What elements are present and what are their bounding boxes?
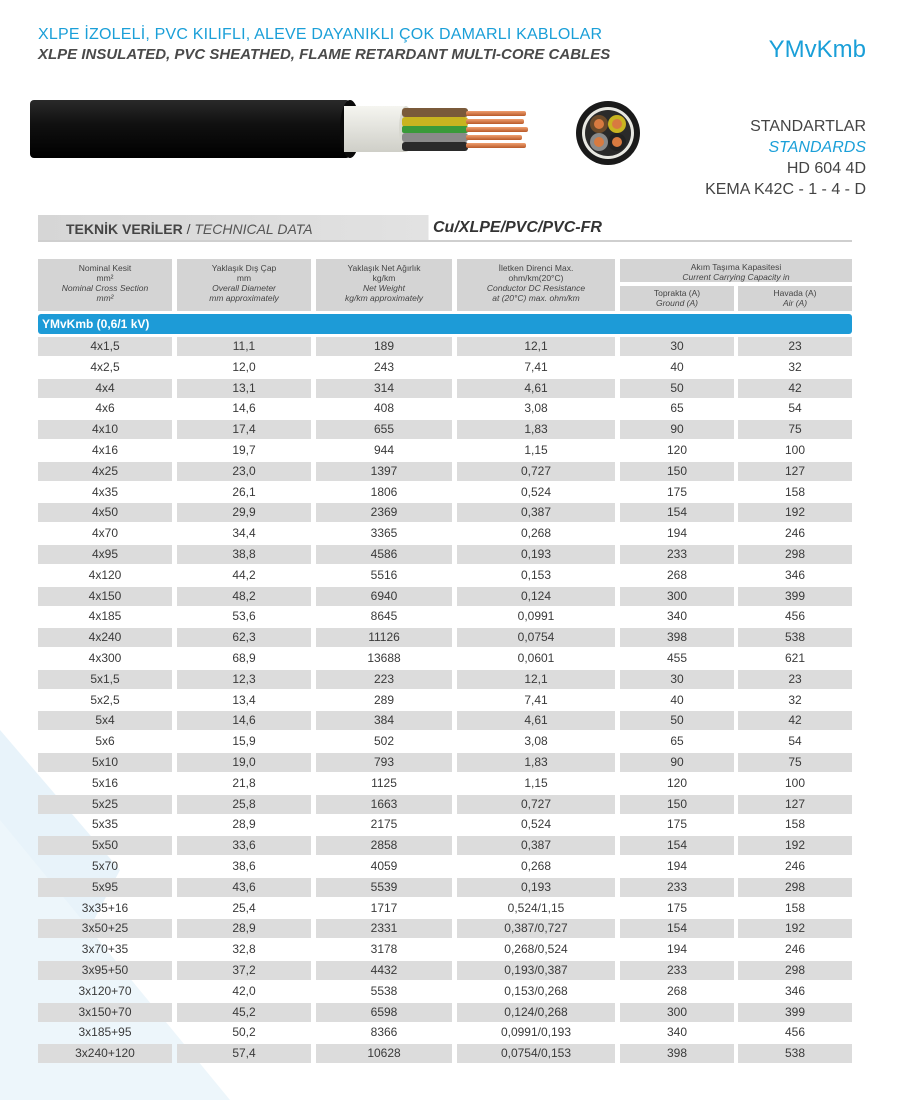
table-row <box>38 524 852 545</box>
cell-diameter: 21,8 <box>232 775 256 790</box>
table-row <box>38 774 852 795</box>
cell-resistance: 1,15 <box>524 442 548 457</box>
cell-weight: 2331 <box>316 919 452 938</box>
cell-resistance: 0,0754/0,153 <box>457 1044 615 1063</box>
cell-resistance: 0,0601 <box>517 650 555 665</box>
cell-resistance: 0,524/1,15 <box>507 900 565 915</box>
technical-data-bar <box>38 215 852 242</box>
cell-ground: 150 <box>620 462 734 481</box>
cell-cross-section: 5x6 <box>95 734 115 749</box>
cell-ground: 175 <box>666 484 688 499</box>
cell-ground: 154 <box>620 503 734 522</box>
cell-cross-section: 4x240 <box>38 628 172 647</box>
table-row <box>38 691 852 712</box>
table-row <box>38 483 852 504</box>
cell-air: 158 <box>784 900 806 915</box>
cell-weight: 6940 <box>316 587 452 606</box>
cell-diameter: 38,6 <box>232 858 256 873</box>
cell-cross-section: 5x35 <box>91 817 119 832</box>
section-title <box>66 221 313 237</box>
cell-diameter: 29,9 <box>177 503 311 522</box>
table-row <box>38 815 852 836</box>
cell-diameter: 15,9 <box>232 734 256 749</box>
cell-diameter: 25,8 <box>177 795 311 814</box>
cell-resistance: 0,0754 <box>457 628 615 647</box>
cell-air: 42 <box>738 379 852 398</box>
cell-air: 298 <box>738 961 852 980</box>
cell-weight: 11126 <box>316 628 452 647</box>
cell-weight: 4586 <box>316 545 452 564</box>
table-row <box>38 1003 852 1024</box>
table-row <box>38 1044 852 1065</box>
cell-diameter: 33,6 <box>177 836 311 855</box>
cell-resistance: 1,15 <box>524 775 548 790</box>
cell-diameter: 25,4 <box>232 900 256 915</box>
header-unit-en: mm² <box>96 293 114 303</box>
cell-resistance: 0,193 <box>457 878 615 897</box>
table-row <box>38 732 852 753</box>
cell-diameter: 48,2 <box>177 587 311 606</box>
header-weight <box>316 259 452 311</box>
cell-ground: 120 <box>666 442 688 457</box>
cell-ground: 90 <box>620 753 734 772</box>
cell-ground: 154 <box>620 836 734 855</box>
cell-resistance: 0,0991/0,193 <box>500 1025 572 1040</box>
cell-cross-section: 3x240+120 <box>38 1044 172 1063</box>
cell-diameter: 26,1 <box>232 484 256 499</box>
cell-cross-section: 4x185 <box>88 609 122 624</box>
cell-ground: 175 <box>666 900 688 915</box>
cell-air: 456 <box>784 609 806 624</box>
header-text: Nominal Kesit <box>78 263 132 273</box>
cell-diameter: 32,8 <box>232 942 256 957</box>
header-text-en: Air (A) <box>782 298 808 308</box>
cell-cross-section: 5x16 <box>91 775 119 790</box>
cell-air: 54 <box>788 401 802 416</box>
cell-resistance: 0,124 <box>457 587 615 606</box>
table-row <box>38 982 852 1003</box>
header-air <box>738 286 852 311</box>
cell-resistance: 0,524 <box>520 484 552 499</box>
cell-cross-section: 4x35 <box>91 484 119 499</box>
cell-weight: 1717 <box>370 900 398 915</box>
cell-cross-section: 5x95 <box>38 878 172 897</box>
cable-photo-icon <box>30 96 540 162</box>
cell-cross-section: 5x25 <box>38 795 172 814</box>
table-row <box>38 670 852 691</box>
table-row <box>38 337 852 358</box>
cell-weight: 944 <box>373 442 395 457</box>
cell-diameter: 68,9 <box>232 650 256 665</box>
header-resistance <box>457 259 615 311</box>
section-title-separator: / <box>182 221 195 237</box>
header-text-en: Net Weight <box>363 283 405 293</box>
header-text-en: Conductor DC Resistance <box>486 283 586 293</box>
header-unit: kg/km <box>372 273 396 283</box>
cell-resistance: 0,387/0,727 <box>457 919 615 938</box>
header-text-en: Current Carrying Capacity in <box>682 272 790 282</box>
cell-cross-section: 3x120+70 <box>78 983 132 998</box>
cell-ground: 50 <box>620 711 734 730</box>
cell-diameter: 44,2 <box>232 567 256 582</box>
cell-diameter: 28,9 <box>177 919 311 938</box>
cell-weight: 10628 <box>316 1044 452 1063</box>
header-capacity <box>620 259 852 282</box>
cell-resistance: 12,1 <box>457 337 615 356</box>
header-text-en: Overall Diameter <box>212 283 276 293</box>
cell-ground: 30 <box>620 337 734 356</box>
cell-weight: 384 <box>316 711 452 730</box>
cell-cross-section: 3x35+16 <box>81 900 129 915</box>
table-row <box>38 961 852 982</box>
cell-resistance: 0,153 <box>520 567 552 582</box>
cell-diameter: 34,4 <box>232 526 256 541</box>
cell-air: 192 <box>738 836 852 855</box>
cell-ground: 50 <box>620 379 734 398</box>
construction-code: Cu/XLPE/PVC/PVC-FR <box>433 219 602 236</box>
cell-air: 456 <box>784 1025 806 1040</box>
cell-air: 346 <box>784 567 806 582</box>
cell-ground: 194 <box>666 942 688 957</box>
cell-resistance: 7,41 <box>524 359 548 374</box>
cell-air: 246 <box>784 526 806 541</box>
cell-ground: 120 <box>666 775 688 790</box>
cell-cross-section: 4x16 <box>91 442 119 457</box>
cell-air: 298 <box>738 878 852 897</box>
cell-cross-section: 3x150+70 <box>38 1003 172 1022</box>
cell-weight: 4059 <box>370 858 398 873</box>
cell-air: 32 <box>788 692 802 707</box>
group-header: YMvKmb (0,6/1 kV) <box>38 314 852 334</box>
cell-air: 192 <box>738 919 852 938</box>
table-row <box>38 878 852 899</box>
table-row <box>38 795 852 816</box>
cell-weight: 8366 <box>370 1025 398 1040</box>
cell-resistance: 4,61 <box>457 711 615 730</box>
cell-weight: 5516 <box>370 567 398 582</box>
header-text: Yaklaşık Net Ağırlık <box>347 263 421 273</box>
cell-diameter: 12,0 <box>232 359 256 374</box>
cell-diameter: 38,8 <box>177 545 311 564</box>
cell-resistance: 0,0991 <box>517 609 555 624</box>
standards-label-tr: STANDARTLAR <box>750 118 866 135</box>
cell-cross-section: 3x95+50 <box>38 961 172 980</box>
cell-weight: 655 <box>316 420 452 439</box>
cell-cross-section: 3x185+95 <box>78 1025 132 1040</box>
cell-resistance: 0,387 <box>457 503 615 522</box>
cell-weight: 5539 <box>316 878 452 897</box>
cell-cross-section: 4x25 <box>38 462 172 481</box>
title-turkish: XLPE İZOLELİ, PVC KILIFLI, ALEVE DAYANIKLI ÇOK DAMARLI KABLOLAR <box>38 26 603 43</box>
cell-cross-section: 4x300 <box>88 650 122 665</box>
table-row <box>38 940 852 961</box>
cell-ground: 233 <box>620 961 734 980</box>
cell-ground: 268 <box>666 983 688 998</box>
cell-diameter: 42,0 <box>232 983 256 998</box>
header-unit-en: mm approximately <box>209 293 279 303</box>
cell-air: 399 <box>738 1003 852 1022</box>
table-row <box>38 711 852 732</box>
table-row <box>38 919 852 940</box>
cell-cross-section: 5x10 <box>38 753 172 772</box>
cell-ground: 194 <box>666 858 688 873</box>
cell-diameter: 13,1 <box>177 379 311 398</box>
cell-weight: 189 <box>316 337 452 356</box>
header-text-en: Ground (A) <box>655 298 699 308</box>
cell-cross-section: 3x50+25 <box>38 919 172 938</box>
cell-resistance: 1,83 <box>457 420 615 439</box>
cell-resistance: 3,08 <box>524 401 548 416</box>
header-unit-en: at (20°C) max. ohm/km <box>492 293 580 303</box>
table-row <box>38 566 852 587</box>
cell-air: 32 <box>788 359 802 374</box>
cell-diameter: 50,2 <box>232 1025 256 1040</box>
cell-resistance: 0,193/0,387 <box>457 961 615 980</box>
cell-weight: 314 <box>316 379 452 398</box>
table-header <box>38 259 852 313</box>
table-row <box>38 503 852 524</box>
cell-air: 298 <box>738 545 852 564</box>
cell-air: 100 <box>784 775 806 790</box>
table-body <box>38 337 852 1065</box>
table-row <box>38 462 852 483</box>
cell-diameter: 14,6 <box>232 401 256 416</box>
cell-resistance: 0,727 <box>457 462 615 481</box>
cell-ground: 268 <box>666 567 688 582</box>
cell-ground: 150 <box>620 795 734 814</box>
cell-diameter: 45,2 <box>177 1003 311 1022</box>
cell-cross-section: 4x4 <box>38 379 172 398</box>
cell-diameter: 28,9 <box>232 817 256 832</box>
cell-diameter: 17,4 <box>177 420 311 439</box>
cell-resistance: 0,193 <box>457 545 615 564</box>
table-row <box>38 836 852 857</box>
cell-weight: 243 <box>373 359 395 374</box>
cell-resistance: 0,387 <box>457 836 615 855</box>
cell-ground: 340 <box>666 1025 688 1040</box>
standards-label-en: STANDARDS <box>768 139 866 156</box>
header-text-en: Nominal Cross Section <box>61 283 149 293</box>
cell-resistance: 1,83 <box>457 753 615 772</box>
cell-cross-section: 5x4 <box>38 711 172 730</box>
cell-air: 246 <box>784 942 806 957</box>
cell-air: 346 <box>784 983 806 998</box>
table-row <box>38 607 852 628</box>
cell-diameter: 13,4 <box>232 692 256 707</box>
cell-resistance: 12,1 <box>457 670 615 689</box>
cable-cross-section-icon <box>572 100 644 166</box>
cell-air: 75 <box>738 753 852 772</box>
cell-ground: 40 <box>670 359 684 374</box>
cell-diameter: 11,1 <box>177 337 311 356</box>
cell-weight: 4432 <box>316 961 452 980</box>
cell-resistance: 0,268 <box>520 526 552 541</box>
table-row <box>38 420 852 441</box>
cell-air: 75 <box>738 420 852 439</box>
table-row <box>38 857 852 878</box>
cell-cross-section: 4x2,5 <box>90 359 120 374</box>
cell-ground: 233 <box>620 878 734 897</box>
standards-block <box>705 116 866 200</box>
standard-item: KEMA K42C - 1 - 4 - D <box>705 181 866 198</box>
table-row <box>38 587 852 608</box>
header-text: İletken Direnci Max. <box>498 263 574 273</box>
cell-weight: 13688 <box>367 650 401 665</box>
table-row <box>38 399 852 420</box>
section-title-italic: TECHNICAL DATA <box>194 221 313 237</box>
cell-weight: 5538 <box>370 983 398 998</box>
cell-air: 621 <box>784 650 806 665</box>
cell-cross-section: 4x150 <box>38 587 172 606</box>
cell-weight: 3178 <box>370 942 398 957</box>
cell-diameter: 37,2 <box>177 961 311 980</box>
cell-air: 23 <box>738 670 852 689</box>
cell-ground: 90 <box>620 420 734 439</box>
header-text: Havada (A) <box>773 288 817 298</box>
cell-weight: 408 <box>373 401 395 416</box>
header-ground <box>620 286 734 311</box>
cell-air: 158 <box>784 484 806 499</box>
cell-diameter: 43,6 <box>177 878 311 897</box>
table-row <box>38 545 852 566</box>
table-row <box>38 1023 852 1044</box>
section-title-bold: TEKNİK VERİLER <box>66 221 183 237</box>
cell-diameter: 53,6 <box>232 609 256 624</box>
cell-cross-section: 4x70 <box>91 526 119 541</box>
cell-cross-section: 5x70 <box>91 858 119 873</box>
cell-air: 23 <box>738 337 852 356</box>
cell-weight: 289 <box>373 692 395 707</box>
cell-ground: 194 <box>666 526 688 541</box>
cell-air: 158 <box>784 817 806 832</box>
cell-ground: 300 <box>620 587 734 606</box>
table-row <box>38 899 852 920</box>
cell-air: 127 <box>738 795 852 814</box>
cell-resistance: 0,268 <box>520 858 552 873</box>
cell-ground: 154 <box>620 919 734 938</box>
cell-diameter: 62,3 <box>177 628 311 647</box>
cell-cross-section: 4x120 <box>88 567 122 582</box>
header-diameter <box>177 259 311 311</box>
cell-cross-section: 4x1,5 <box>38 337 172 356</box>
cell-cross-section: 4x95 <box>38 545 172 564</box>
cell-ground: 340 <box>666 609 688 624</box>
technical-data-table <box>38 259 852 1065</box>
cell-resistance: 3,08 <box>524 734 548 749</box>
product-code: YMvKmb <box>768 36 866 63</box>
cell-diameter: 23,0 <box>177 462 311 481</box>
header-text: Yaklaşık Dış Çap <box>211 263 277 273</box>
cell-weight: 2369 <box>316 503 452 522</box>
cell-ground: 30 <box>620 670 734 689</box>
cell-resistance: 0,124/0,268 <box>457 1003 615 1022</box>
cell-cross-section: 5x1,5 <box>38 670 172 689</box>
cell-ground: 233 <box>620 545 734 564</box>
cell-air: 42 <box>738 711 852 730</box>
cell-resistance: 0,153/0,268 <box>504 983 568 998</box>
cell-weight: 1125 <box>371 775 397 790</box>
cell-weight: 223 <box>316 670 452 689</box>
header-unit: ohm/km(20°C) <box>508 273 564 283</box>
title-english: XLPE INSULATED, PVC SHEATHED, FLAME RETARDANT MULTI-CORE CABLES <box>38 46 611 63</box>
header-unit: mm <box>236 273 252 283</box>
cell-weight: 1806 <box>370 484 398 499</box>
cell-ground: 65 <box>670 734 684 749</box>
cell-diameter: 14,6 <box>177 711 311 730</box>
cell-air: 100 <box>784 442 806 457</box>
cell-air: 54 <box>788 734 802 749</box>
cell-cross-section: 4x10 <box>38 420 172 439</box>
header-unit: mm² <box>96 273 114 283</box>
header-unit-en: kg/km approximately <box>345 293 423 303</box>
cell-cross-section: 4x6 <box>95 401 115 416</box>
header-text: Akım Taşıma Kapasitesi <box>690 262 782 272</box>
standard-item: HD 604 4D <box>786 160 866 177</box>
cell-ground: 65 <box>670 401 684 416</box>
cell-cross-section: 3x70+35 <box>81 942 129 957</box>
cell-ground: 398 <box>620 1044 734 1063</box>
cell-ground: 40 <box>670 692 684 707</box>
header-text: Toprakta (A) <box>653 288 701 298</box>
cell-air: 538 <box>738 628 852 647</box>
cell-diameter: 57,4 <box>177 1044 311 1063</box>
cell-air: 246 <box>784 858 806 873</box>
cell-weight: 502 <box>373 734 395 749</box>
cell-diameter: 19,0 <box>177 753 311 772</box>
table-row <box>38 628 852 649</box>
cell-resistance: 0,524 <box>520 817 552 832</box>
table-row <box>38 753 852 774</box>
header-cross-section <box>38 259 172 311</box>
table-row <box>38 649 852 670</box>
cell-ground: 398 <box>620 628 734 647</box>
cell-air: 192 <box>738 503 852 522</box>
table-row <box>38 441 852 462</box>
table-row <box>38 358 852 379</box>
cell-resistance: 7,41 <box>524 692 548 707</box>
cell-weight: 3365 <box>370 526 398 541</box>
cell-ground: 300 <box>620 1003 734 1022</box>
cell-air: 538 <box>738 1044 852 1063</box>
cell-ground: 175 <box>666 817 688 832</box>
cell-resistance: 0,727 <box>457 795 615 814</box>
cell-weight: 1663 <box>316 795 452 814</box>
cell-weight: 793 <box>316 753 452 772</box>
cell-diameter: 19,7 <box>232 442 256 457</box>
cell-air: 399 <box>738 587 852 606</box>
table-row <box>38 379 852 400</box>
cell-cross-section: 5x50 <box>38 836 172 855</box>
cell-cross-section: 4x50 <box>38 503 172 522</box>
cell-weight: 2858 <box>316 836 452 855</box>
cell-resistance: 0,268/0,524 <box>504 942 568 957</box>
cell-diameter: 12,3 <box>177 670 311 689</box>
cell-air: 127 <box>738 462 852 481</box>
cell-weight: 1397 <box>316 462 452 481</box>
cell-weight: 2175 <box>370 817 398 832</box>
cell-cross-section: 5x2,5 <box>90 692 120 707</box>
cell-resistance: 4,61 <box>457 379 615 398</box>
cell-weight: 6598 <box>316 1003 452 1022</box>
cell-weight: 8645 <box>370 609 398 624</box>
cell-ground: 455 <box>666 650 688 665</box>
